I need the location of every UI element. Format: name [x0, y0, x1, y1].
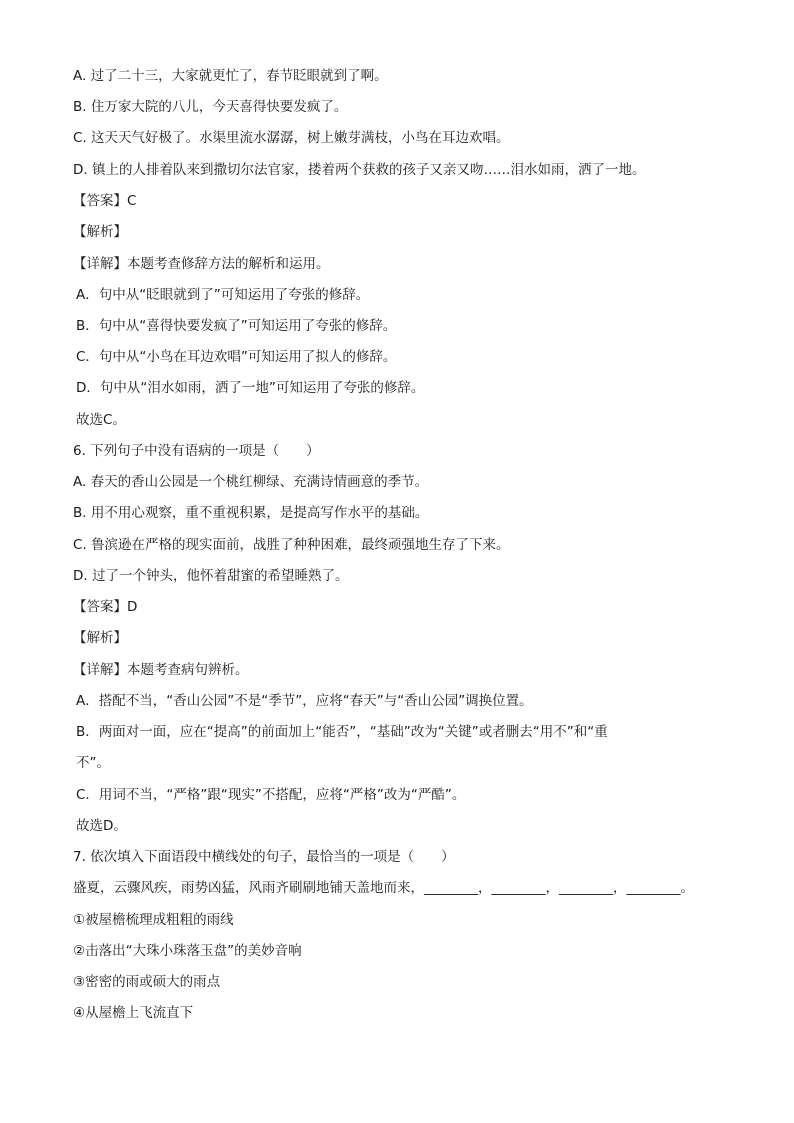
q5-explanation-b: B．句中从“喜得快要发疯了”可知运用了夸张的修辞。 [76, 318, 397, 334]
q5-option-a: A. 过了二十三，大家就更忙了，春节眨眼就到了啊。 [73, 68, 388, 84]
q6-analysis-heading: 【解析】 [73, 630, 127, 646]
q5-option-d: D. 镇上的人排着队来到撒切尔法官家，搂着两个获救的孩子又亲又吻……泪水如雨，洒了一地。 [73, 162, 646, 178]
q7-passage: 盛夏，云骤风疾，雨势凶猛，风雨齐刷刷地铺天盖地而来，________，________，________，________。 [73, 880, 694, 896]
q5-option-c: C. 这天天气好极了。水渠里流水潺潺，树上嫩芽满枝，小鸟在耳边欢唱。 [73, 130, 510, 146]
q5-explanation-d: D．句中从“泪水如雨，洒了一地”可知运用了夸张的修辞。 [76, 380, 425, 396]
q6-answer: 【答案】D [73, 599, 138, 615]
q5-option-b: B. 住万家大院的八儿，今天喜得快要发疯了。 [73, 99, 348, 115]
q6-detail: 【详解】本题考查病句辨析。 [73, 662, 249, 678]
q7-item-3: ③密密的雨或硕大的雨点 [73, 974, 221, 990]
q6-option-c: C. 鲁滨逊在严格的现实面前，战胜了种种困难，最终顽强地生存了下来。 [73, 537, 510, 553]
q5-analysis-heading: 【解析】 [73, 224, 127, 240]
q7-stem: 7. 依次填入下面语段中横线处的句子，最恰当的一项是（ ） [73, 849, 455, 865]
q6-explanation-c: C．用词不当，“严格”跟“现实”不搭配，应将“严格”改为“严酷”。 [76, 787, 466, 803]
q7-item-4: ④从屋檐上飞流直下 [73, 1005, 194, 1021]
q6-explanation-a: A．搭配不当，“香山公园”不是“季节”，应将“春天”与“香山公园”调换位置。 [76, 693, 533, 709]
q6-conclusion: 故选D。 [76, 818, 127, 834]
q6-option-b: B. 用不用心观察，重不重视积累，是提高写作水平的基础。 [73, 505, 429, 521]
q5-explanation-c: C．句中从“小鸟在耳边欢唱”可知运用了拟人的修辞。 [76, 349, 397, 365]
q6-option-a: A. 春天的香山公园是一个桃红柳绿、充满诗情画意的季节。 [73, 474, 429, 490]
q5-explanation-a: A．句中从“眨眼就到了”可知运用了夸张的修辞。 [76, 287, 370, 303]
q6-stem: 6. 下列句子中没有语病的一项是（ ） [73, 443, 320, 459]
q6-explanation-b-line2: 不”。 [76, 755, 110, 771]
q5-conclusion: 故选C。 [76, 412, 126, 428]
q7-item-2: ②击落出“大珠小珠落玉盘”的美妙音响 [73, 943, 302, 959]
q5-answer: 【答案】C [73, 193, 137, 209]
q5-detail: 【详解】本题考查修辞方法的解析和运用。 [73, 256, 330, 272]
q7-item-1: ①被屋檐梳理成粗粗的雨线 [73, 912, 234, 928]
q6-option-d: D. 过了一个钟头，他怀着甜蜜的希望睡熟了。 [73, 568, 349, 584]
q6-explanation-b-line1: B．两面对一面，应在“提高”的前面加上“能否”，“基础”改为“关键”或者删去“用不”和“重 [76, 724, 608, 740]
